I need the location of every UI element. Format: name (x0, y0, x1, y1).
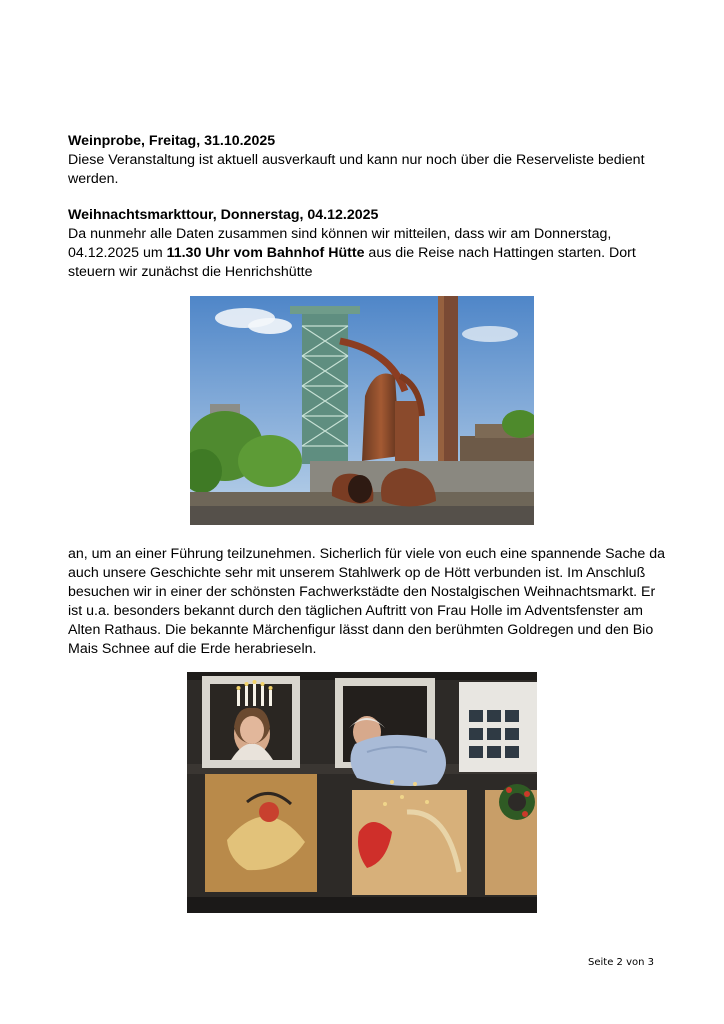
photo-henrichshuette (190, 296, 534, 525)
paragraph-bold-meeting-point: 11.30 Uhr vom Bahnhof Hütte (166, 245, 365, 261)
section-weihnachtsmarkttour (68, 206, 668, 282)
paragraph-text-part2: aus die Reise nach Hattingen starten. Dort steuern wir zunächst die Henrichshütte (68, 245, 636, 280)
heading-weinprobe: Weinprobe, Freitag, 31.10.2025 (68, 133, 276, 149)
paragraph-weinprobe: Diese Veranstaltung ist aktuell ausverkauft und kann nur noch über die Reserveliste bedient werden. (68, 152, 645, 187)
photo-adventsfenster (187, 672, 537, 913)
heading-weihnachtsmarkttour: Weihnachtsmarkttour, Donnerstag, 04.12.2025 (68, 207, 379, 223)
paragraph-fuehrung: an, um an einer Führung teilzunehmen. Sicherlich für viele von euch eine spannende Sache da auch unsere Geschichte sehr mit unserem Stahlwerk op de Hött verbunden ist. Im Anschluß besuchen wir in einer der schönsten Fachwerkstädte den Nostalgischen Weihnachtsmarkt. Er ist u.a. besonders bekannt durch den täglichen Auftritt von Frau Holle im Adventsfenster am Alten Rathaus. Die bekannte Märchenfigur lässt dann den berühmten Goldregen und den Bio Mais Schnee auf die Erde herabrieseln. (68, 546, 666, 657)
section-fuehrung (68, 545, 668, 659)
paragraph-text-part1: Da nunmehr alle Daten zusammen sind können wir mitteilen, dass wir am Donnerstag, 04.12.2025 um (68, 226, 612, 261)
section-weinprobe (68, 132, 668, 189)
page-number: Seite 2 von 3 (588, 957, 654, 968)
photo-henrichshuette-illustration (190, 296, 534, 525)
paragraph-weihnachtsmarkttour (68, 225, 668, 282)
photo-adventsfenster-illustration (187, 672, 537, 913)
